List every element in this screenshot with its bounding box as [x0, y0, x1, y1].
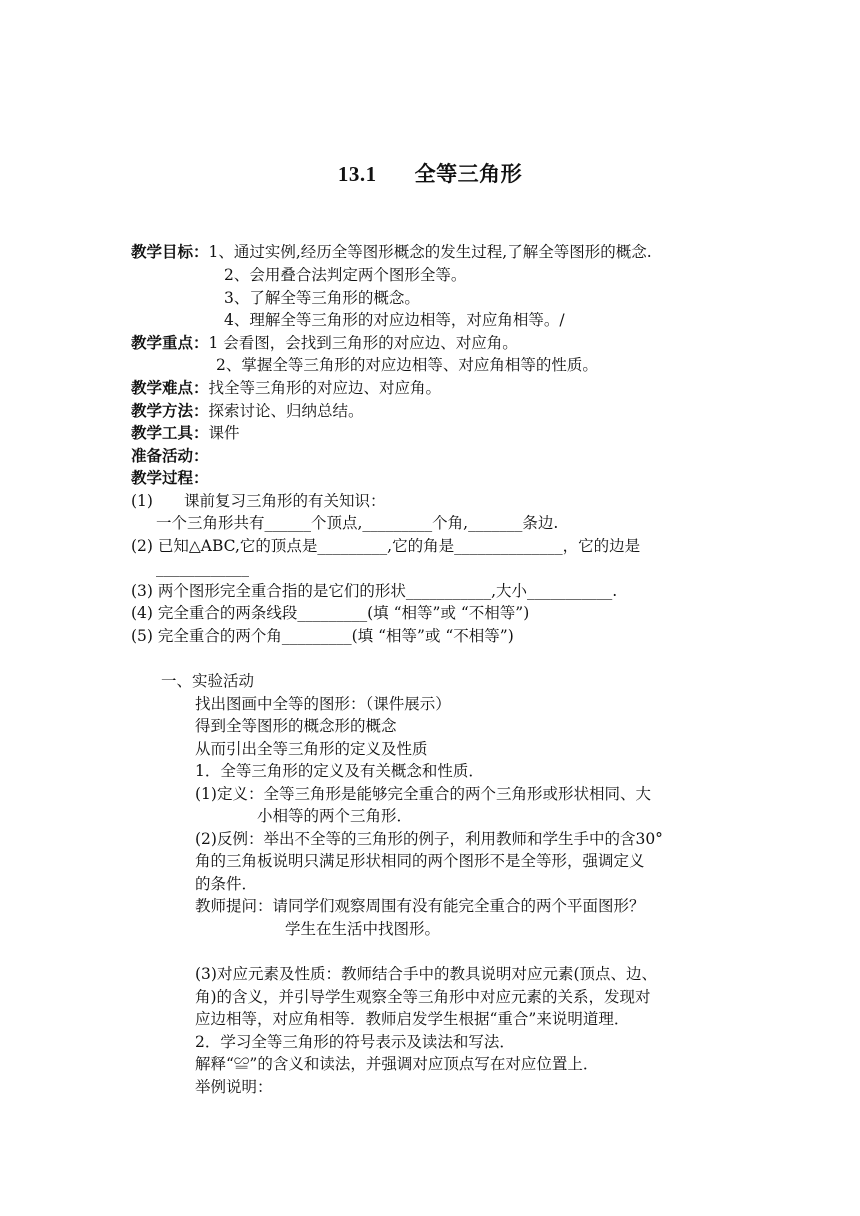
key-points-row [131, 332, 518, 354]
section1-line: 找出图画中全等的图形：（课件展示） [195, 695, 451, 713]
difficulties-label: 教学难点： [131, 378, 209, 397]
section1-heading: 一、实验活动 [161, 672, 255, 690]
section1-line: 角的三角板说明只满足形状相同的两个图形不是全等形，强调定义 [195, 852, 645, 870]
difficulties-row [131, 377, 441, 399]
process-label: 教学过程： [131, 468, 209, 487]
review-q2: (2) 已知△ABC,它的顶点是_________,它的角是______________，它的边是 [131, 537, 641, 555]
methods-label: 教学方法： [131, 401, 209, 420]
section1-line: 2．学习全等三角形的符号表示及读法和写法． [195, 1033, 515, 1051]
objective-item-1: 1、通过实例,经历全等图形概念的发生过程,了解全等图形的概念. [208, 243, 652, 261]
section1-line: (2)反例：举出不全等的三角形的例子，利用教师和学生手中的含30° [195, 830, 663, 848]
objectives-label: 教学目标： [131, 242, 209, 261]
section1-line: 小相等的两个三角形． [257, 807, 413, 825]
key-point-item-1: 1 会看图，会找到三角形的对应边、对应角。 [208, 334, 518, 352]
objective-item-2: 2、会用叠合法判定两个图形全等。 [224, 266, 467, 284]
key-point-item-2: 2、掌握全等三角形的对应边相等、对应角相等的性质。 [216, 356, 598, 374]
tools-row [131, 422, 240, 444]
section1-line: 学生在生活中找图形。 [285, 920, 441, 938]
review-q4: (4) 完全重合的两条线段_________(填 “相等”或 “不相等”) [131, 604, 530, 622]
review-q2-continued: ____________ [156, 559, 249, 577]
section1-line: (1)定义：全等三角形是能够完全重合的两个三角形或形状相同、大 [195, 785, 651, 803]
section1-line: 1．全等三角形的定义及有关概念和性质． [195, 762, 484, 780]
review-q1-number: (1) [131, 492, 153, 510]
review-q1: 课前复习三角形的有关知识： [184, 492, 386, 510]
title-number: 13.1 [337, 162, 377, 186]
section1-line: 角)的含义，并引导学生观察全等三角形中对应元素的关系，发现对 [195, 988, 651, 1006]
review-q3: (3) 两个图形完全重合指的是它们的形状___________,大小___________. [131, 582, 618, 600]
tools-text: 课件 [208, 424, 240, 442]
section1-line: (3)对应元素及性质：教师结合手中的教具说明对应元素(顶点、边、 [195, 965, 658, 983]
tools-label: 教学工具： [131, 423, 209, 442]
methods-row [131, 400, 364, 422]
review-q5: (5) 完全重合的两个角_________(填 “相等”或 “不相等”) [131, 627, 514, 645]
objective-item-4: 4、理解全等三角形的对应边相等，对应角相等。/ [224, 311, 565, 329]
review-q1-detail: 一个三角形共有______个顶点,_________个角,_______条边. [156, 514, 559, 532]
methods-text: 探索讨论、归纳总结。 [208, 402, 364, 420]
preparation-label: 准备活动： [131, 446, 209, 465]
section1-line: 得到全等图形的概念形的概念 [195, 717, 397, 735]
section1-line: 从而引出全等三角形的定义及性质 [195, 740, 428, 758]
difficulties-text: 找全等三角形的对应边、对应角。 [208, 379, 442, 397]
title-text: 全等三角形 [414, 162, 523, 186]
objectives-row [131, 241, 652, 263]
section1-line: 教师提问：请同学们观察周围有没有能完全重合的两个平面图形？ [195, 897, 645, 915]
page-title [0, 158, 860, 188]
section1-line: 应边相等，对应角相等．教师启发学生根据“重合”来说明道理． [195, 1010, 630, 1028]
section1-line: 解释“≌”的含义和读法，并强调对应顶点写在对应位置上． [195, 1055, 599, 1073]
objective-item-3: 3、了解全等三角形的概念。 [224, 289, 420, 307]
section1-line: 的条件． [195, 875, 258, 893]
key-points-label: 教学重点： [131, 333, 209, 352]
section1-line: 举例说明： [195, 1078, 273, 1096]
